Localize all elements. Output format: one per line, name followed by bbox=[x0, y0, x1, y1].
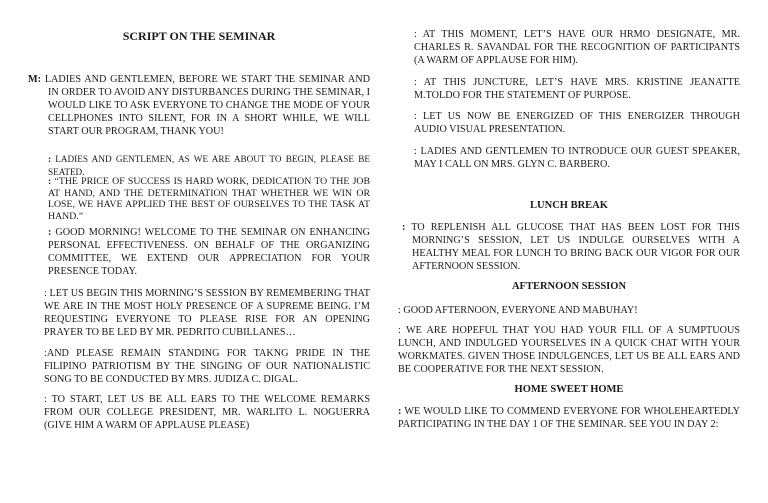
line-marker: : bbox=[44, 394, 47, 405]
paragraph-quote bbox=[48, 176, 370, 222]
paragraph-text: LET US NOW BE ENERGIZED OF THIS ENERGIZER THROUGH AUDIO VISUAL PRESENTATION. bbox=[414, 111, 740, 135]
paragraph-welcome bbox=[48, 226, 370, 278]
paragraph-text: AT THIS JUNCTURE, LET’S HAVE MRS. KRISTINE JEANATTE M.TOLDO FOR THE STATEMENT OF PURPOSE. bbox=[414, 77, 740, 101]
paragraph-guest-speaker bbox=[414, 145, 740, 171]
paragraph-text: WE WOULD LIKE TO COMMEND EVERYONE FOR WHOLEHEARTEDLY PARTICIPATING IN THE DAY 1 OF THE SEMINAR. SEE YOU IN DAY 2: bbox=[398, 406, 740, 430]
paragraph-text: GOOD MORNING! WELCOME TO THE SEMINAR ON ENHANCING PERSONAL EFFECTIVENESS. ON BEHALF OF THE ORGANIZING COMMITTEE, WE EXTEND OUR APPRECIATION FOR YOUR PRESENCE TODAY. bbox=[48, 227, 370, 277]
line-marker: : bbox=[414, 146, 417, 157]
document-title: SCRIPT ON THE SEMINAR bbox=[122, 29, 276, 43]
paragraph-text: WE ARE HOPEFUL THAT YOU HAD YOUR FILL OF A SUMPTUOUS LUNCH, AND INDULGED YOURSELVES IN A QUICK CHAT WITH YOUR WORKMATES. GIVEN THOSE INDULGENCES, LET US BE ALL EARS AND BE COOPERATIVE FOR THE NEXT SESSION. bbox=[398, 325, 740, 375]
paragraph-text: AT THIS MOMENT, LET’S HAVE OUR HRMO DESIGNATE, MR. CHARLES R. SAVANDAL FOR THE RECOGNITION OF PARTICIPANTS (A WARM OF APPLAUSE FOR HIM). bbox=[414, 29, 740, 66]
speaker-marker: M: bbox=[28, 74, 42, 85]
paragraph-text: AND PLEASE REMAIN STANDING FOR TAKNG PRIDE IN THE FILIPINO PATRIOTISM BY THE SINGING OF OUR NATIONALISTIC SONG TO BE CONDUCTED BY MRS. JUDIZA C. DIGAL. bbox=[44, 348, 370, 385]
line-marker: : bbox=[414, 29, 417, 40]
paragraph-lunch bbox=[402, 221, 740, 273]
line-marker: : bbox=[44, 348, 47, 359]
line-marker: : bbox=[398, 305, 401, 316]
paragraph-national-song bbox=[44, 347, 370, 386]
paragraph-good-afternoon bbox=[398, 304, 740, 317]
paragraph-next-session bbox=[398, 324, 740, 376]
line-marker: : bbox=[44, 288, 47, 299]
paragraph-text: LADIES AND GENTLEMEN TO INTRODUCE OUR GUEST SPEAKER, MAY I CALL ON MRS. GLYN C. BARBERO. bbox=[414, 146, 740, 170]
line-marker: : bbox=[414, 77, 417, 88]
line-marker: : bbox=[402, 222, 406, 233]
afternoon-session-heading: AFTERNOON SESSION bbox=[511, 281, 627, 292]
line-marker: : bbox=[48, 176, 52, 187]
paragraph-closing bbox=[398, 405, 740, 431]
paragraph-text: LADIES AND GENTLEMEN, BEFORE WE START THE SEMINAR AND IN ORDER TO AVOID ANY DISTURBANCES DURING THE SEMINAR, I WOULD LIKE TO ASK EVERYONE TO CHANGE THE MODE OF YOUR CELLPHONES INTO SILENT, FOR IN A SHORT WHILE, WE WILL START OUR PROGRAM, THANK YOU! bbox=[44, 74, 371, 137]
line-marker: : bbox=[48, 154, 52, 164]
paragraph-text: GOOD AFTERNOON, EVERYONE AND MABUHAY! bbox=[403, 305, 638, 316]
paragraph-text: TO START, LET US BE ALL EARS TO THE WELCOME REMARKS FROM OUR COLLEGE PRESIDENT, MR. WARLITO L. NOGUERRA (GIVE HIM A WARM OF APPLAUSE PLEASE) bbox=[44, 394, 370, 431]
paragraph-reminder bbox=[28, 73, 370, 138]
paragraph-statement-of-purpose bbox=[414, 76, 740, 102]
line-marker: : bbox=[414, 111, 417, 122]
paragraph-text: LADIES AND GENTLEMEN, AS WE ARE ABOUT TO BEGIN, PLEASE BE SEATED. bbox=[48, 154, 370, 177]
paragraph-opening-prayer bbox=[44, 287, 370, 339]
paragraph-welcome-remarks bbox=[44, 393, 370, 432]
home-sweet-home-heading: HOME SWEET HOME bbox=[514, 384, 624, 395]
lunch-break-heading: LUNCH BREAK bbox=[530, 200, 608, 211]
line-marker: : bbox=[398, 325, 401, 336]
line-marker: : bbox=[48, 227, 52, 238]
paragraph-text: LET US BEGIN THIS MORNING’S SESSION BY REMEMBERING THAT WE ARE IN THE MOST HOLY PRESENCE OF A SUPREME BEING. I’M REQUESTING EVERYONE TO PLEASE RISE FOR AN OPENING PRAYER TO BE LED BY MR. PEDRITO CUBILLANES… bbox=[44, 288, 371, 338]
paragraph-energizer bbox=[414, 110, 740, 136]
paragraph-text: “THE PRICE OF SUCCESS IS HARD WORK, DEDICATION TO THE JOB AT HAND, AND THE DETERMINATION THAT WHETHER WE WIN OR LOSE, WE HAVE APPLIED THE BEST OF OURSELVES TO THE TASK AT HAND.” bbox=[48, 176, 371, 222]
paragraph-recognition bbox=[414, 28, 740, 67]
paragraph-text: TO REPLENISH ALL GLUCOSE THAT HAS BEEN LOST FOR THIS MORNING’S SESSION, LET US INDULGE OURSELVES WITH A HEALTHY MEAL FOR LUNCH TO BRING BACK OUR VIGOR FOR OUR AFTERNOON SESSION. bbox=[411, 222, 740, 272]
line-marker: : bbox=[398, 406, 402, 417]
